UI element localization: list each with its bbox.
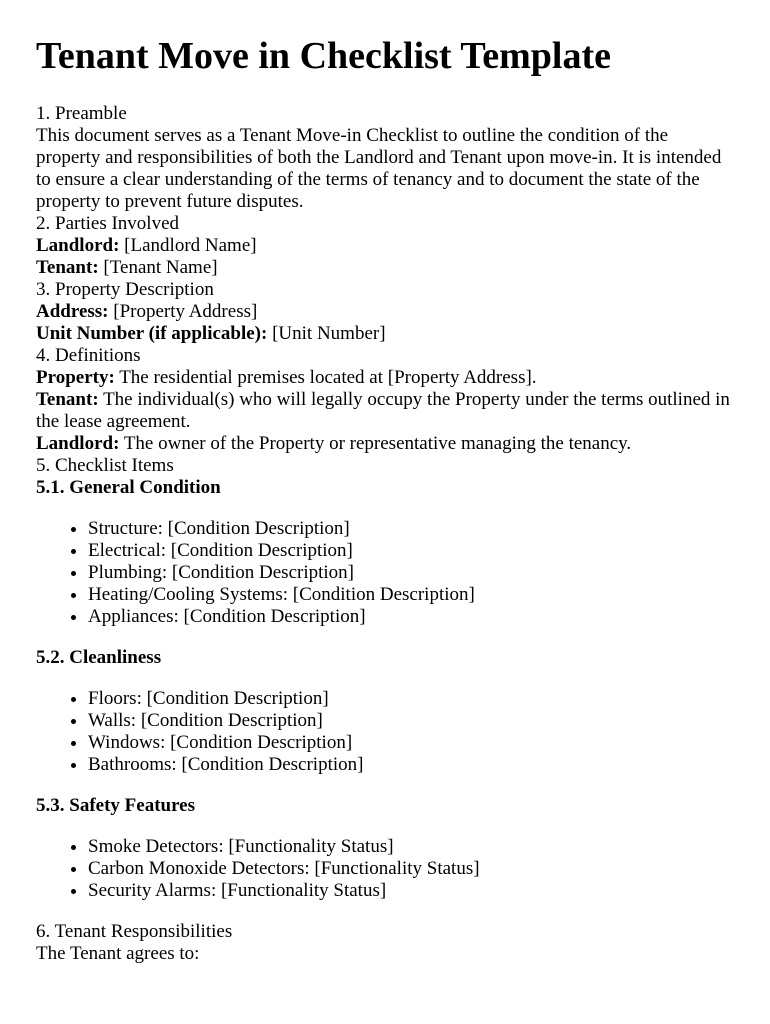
cleanliness-heading: 5.2. Cleanliness	[36, 647, 162, 668]
preamble-body: This document serves as a Tenant Move-in Checklist to outline the condition of the property and responsibilities of both the Landlord and Tenant upon move-in. It is intended to ensure a clear understanding of the terms of tenancy and to document the state of the property to prevent future disputes.	[36, 125, 722, 212]
general-condition-heading: 5.1. General Condition	[36, 477, 221, 498]
list-item: • Electrical: [Condition Description]	[88, 540, 734, 562]
address-value: [Property Address]	[108, 301, 258, 322]
list-item: • Carbon Monoxide Detectors: [Functionality Status]	[88, 858, 734, 880]
unit-line	[36, 323, 734, 345]
definition-tenant-label: Tenant:	[36, 389, 99, 410]
property-heading: 3. Property Description	[36, 279, 214, 300]
landlord-value: [Landlord Name]	[119, 235, 257, 256]
list-item: • Appliances: [Condition Description]	[88, 606, 734, 628]
address-line	[36, 301, 734, 323]
definition-tenant	[36, 389, 734, 433]
definition-property	[36, 367, 734, 389]
definition-landlord	[36, 433, 734, 455]
checklist-heading: 5. Checklist Items	[36, 455, 174, 476]
definition-landlord-text: The owner of the Property or representative managing the tenancy.	[119, 433, 632, 454]
landlord-line	[36, 235, 734, 257]
address-label: Address:	[36, 301, 109, 322]
definitions-heading: 4. Definitions	[36, 345, 141, 366]
preamble-heading: 1. Preamble	[36, 103, 127, 124]
list-item: • Structure: [Condition Description]	[88, 518, 734, 540]
list-item: • Plumbing: [Condition Description]	[88, 562, 734, 584]
parties-heading: 2. Parties Involved	[36, 213, 180, 234]
list-item: • Walls: [Condition Description]	[88, 710, 734, 732]
safety-features-list	[36, 836, 734, 902]
list-item: • Bathrooms: [Condition Description]	[88, 754, 734, 776]
list-item: • Floors: [Condition Description]	[88, 688, 734, 710]
responsibilities-heading: 6. Tenant Responsibilities	[36, 921, 233, 942]
general-condition-list	[36, 518, 734, 628]
definition-tenant-text: The individual(s) who will legally occupy the Property under the terms outlined in the lease agreement.	[36, 389, 730, 432]
document-title: Tenant Move in Checklist Template	[36, 35, 611, 77]
list-item: • Windows: [Condition Description]	[88, 732, 734, 754]
definition-property-label: Property:	[36, 367, 115, 388]
definition-property-text: The residential premises located at [Property Address].	[114, 367, 537, 388]
tenant-label: Tenant:	[36, 257, 99, 278]
list-item: • Heating/Cooling Systems: [Condition Description]	[88, 584, 734, 606]
list-item: • Smoke Detectors: [Functionality Status]	[88, 836, 734, 858]
unit-value: [Unit Number]	[267, 323, 386, 344]
landlord-label: Landlord:	[36, 235, 120, 256]
tenant-value: [Tenant Name]	[98, 257, 218, 278]
unit-label: Unit Number (if applicable):	[36, 323, 268, 344]
tenant-line	[36, 257, 734, 279]
definition-landlord-label: Landlord:	[36, 433, 120, 454]
cleanliness-list	[36, 688, 734, 776]
safety-features-heading: 5.3. Safety Features	[36, 795, 196, 816]
list-item: • Security Alarms: [Functionality Status]	[88, 880, 734, 902]
responsibilities-intro: The Tenant agrees to:	[36, 943, 200, 964]
